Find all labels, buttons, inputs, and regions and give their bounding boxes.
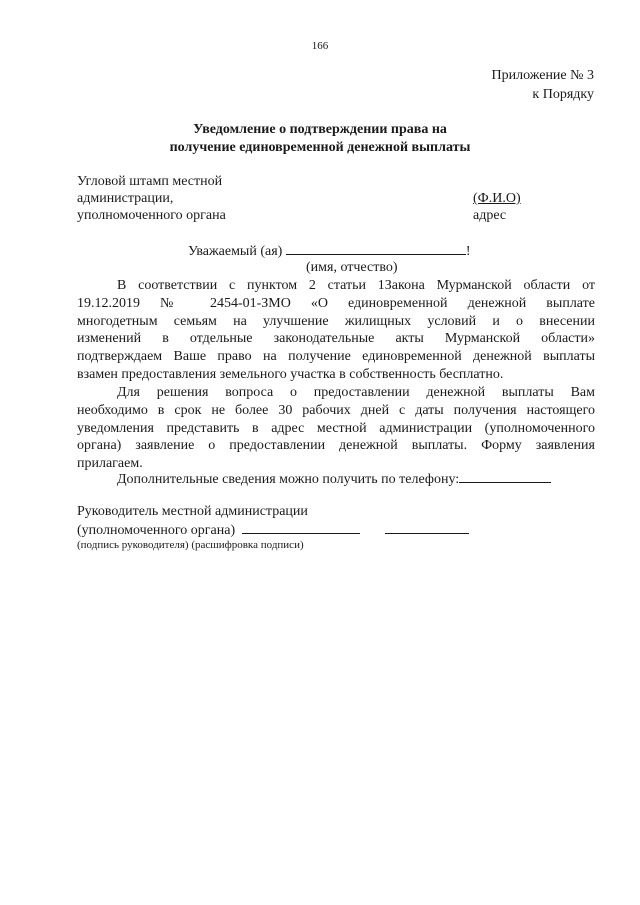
paragraph-1-line-2: 19.12.2019 № 2454-01-ЗМО «О единовременной денежной выплате [77,295,595,311]
paragraph-1 [77,277,595,384]
addressee-fio: (Ф.И.О) [473,191,521,206]
paragraph-2-line-1: Для решения вопроса о предоставлении денежной выплаты Вам [117,385,595,400]
greeting-text: Уважаемый (ая) [188,244,283,259]
document-title-line1: Уведомление о подтверждении права на [193,122,447,137]
greeting-caption: (имя, отчество) [306,260,398,275]
paragraph-2-line-3: уведомления представить в адрес местной администрации (уполномоченного [77,420,595,436]
stamp-line1: Угловой штамп местной [77,174,223,189]
stamp-line2: администрации, [77,191,174,206]
signature-title-line2 [77,520,469,540]
paragraph-2-line-2: необходимо в срок не более 30 рабочих дней с даты получения настоящего [77,402,595,418]
paragraph-2 [77,384,595,473]
addressee-address: адрес [473,208,507,223]
paragraph-2-line-5: прилагаем. [77,456,143,472]
paragraph-1-line-4: изменений в отдельные законодательные акты Мурманской области» [77,331,595,347]
paragraph-2-line-4: органа) заявление о предоставлении денежной выплаты. Форму заявления [77,438,595,454]
document-title-line2: получение единовременной денежной выплаты [169,140,471,155]
phone-blank [459,469,551,483]
stamp-line3: уполномоченного органа [77,208,226,223]
paragraph-1-line-1: В соответствии с пунктом 2 статьи 1Закона Мурманской области от [117,278,595,293]
signature-title-line1: Руководитель местной администрации [77,504,308,519]
greeting [188,241,470,261]
greeting-exclamation: ! [465,244,471,259]
paragraph-1-line-6: взамен предоставления земельного участка в собственность бесплатно. [77,366,504,382]
signature-blank [242,520,360,534]
signature-decoding-blank [385,520,469,534]
appendix-label: Приложение № 3 [491,68,594,83]
paragraph-1-line-5: подтверждаем Ваше право на получение единовременной денежной выплаты [77,349,595,365]
name-blank [286,241,466,255]
signature-organ: (уполномоченного органа) [77,523,236,538]
signature-caption: (подпись руководителя) (расшифровка подписи) [77,539,304,551]
page-number: 166 [311,40,329,52]
paragraph-1-line-3: многодетным семьям на улучшение жилищных условий и о внесении [77,313,595,329]
paragraph-3 [117,469,551,489]
phone-text: Дополнительные сведения можно получить по телефону: [117,472,460,487]
appendix-reference: к Порядку [532,87,594,102]
